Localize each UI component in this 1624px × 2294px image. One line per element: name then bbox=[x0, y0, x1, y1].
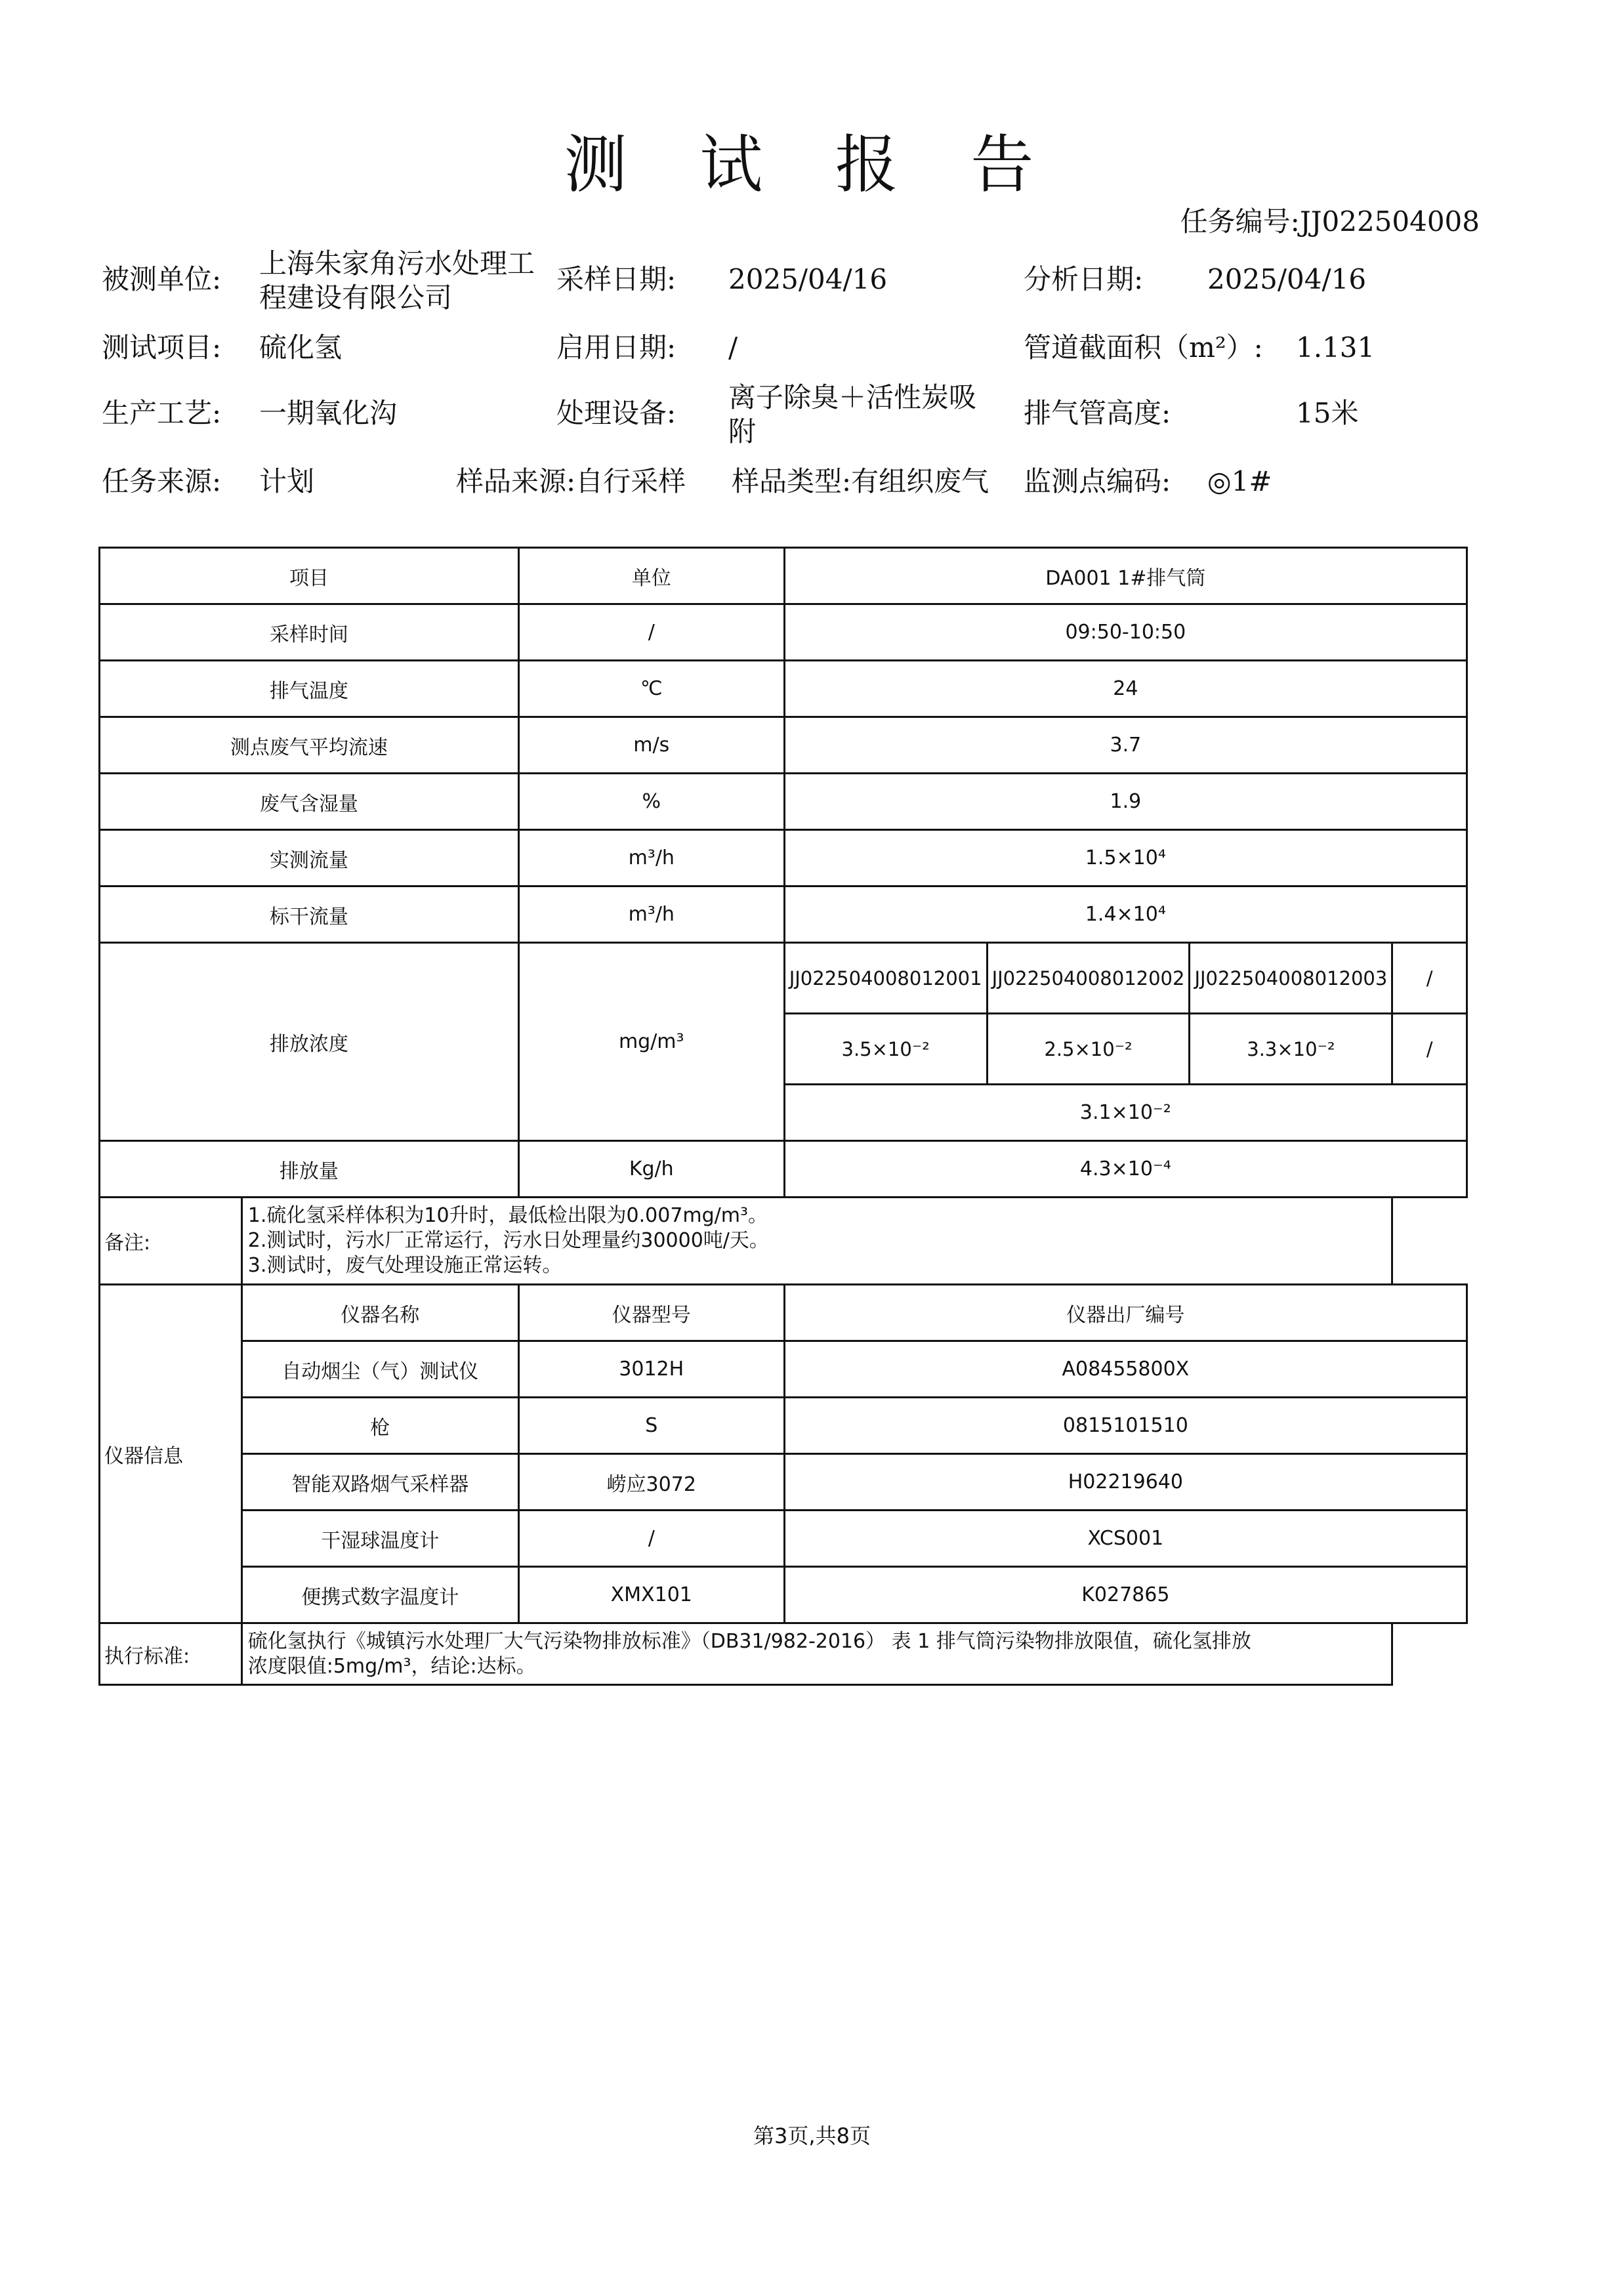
emission-rate-item: 排放量 bbox=[100, 1141, 519, 1198]
sample-id-3: JJ022504008012003 bbox=[1190, 943, 1392, 1014]
start-date-value: / bbox=[728, 331, 738, 364]
emission-rate-unit: Kg/h bbox=[518, 1141, 784, 1198]
standard-content bbox=[241, 1623, 1392, 1685]
instrument-label: 仪器信息 bbox=[100, 1285, 242, 1623]
table-row bbox=[100, 830, 1467, 886]
remarks-row bbox=[100, 1198, 1467, 1285]
row-value: 24 bbox=[784, 661, 1467, 717]
row-value: 09:50-10:50 bbox=[784, 604, 1467, 661]
instrument-header-row bbox=[100, 1285, 1467, 1341]
table-row bbox=[100, 1511, 1467, 1567]
sample-source: 样品来源:自行采样 bbox=[456, 465, 686, 497]
sample-value-1: 3.5×10⁻² bbox=[784, 1014, 987, 1085]
instrument-name: 干湿球温度计 bbox=[241, 1511, 518, 1567]
instrument-name: 便携式数字温度计 bbox=[241, 1567, 518, 1623]
emission-conc-item: 排放浓度 bbox=[100, 943, 519, 1141]
start-date-label: 启用日期: bbox=[556, 331, 677, 364]
emission-rate-row bbox=[100, 1141, 1467, 1198]
unit-label: 被测单位: bbox=[102, 263, 222, 295]
instrument-name-header: 仪器名称 bbox=[241, 1285, 518, 1341]
equipment-label: 处理设备: bbox=[556, 397, 677, 429]
table-row bbox=[100, 1567, 1467, 1623]
instrument-serial: XCS001 bbox=[784, 1511, 1467, 1567]
emission-conc-unit: mg/m³ bbox=[518, 943, 784, 1141]
monitor-code-label: 监测点编码: bbox=[1024, 465, 1171, 497]
row-unit: m/s bbox=[518, 717, 784, 774]
instrument-name: 枪 bbox=[241, 1398, 518, 1454]
monitor-code-value: ◎1# bbox=[1207, 465, 1272, 497]
remarks-content bbox=[241, 1198, 1392, 1285]
instrument-name: 智能双路烟气采样器 bbox=[241, 1454, 518, 1511]
emission-rate-value: 4.3×10⁻⁴ bbox=[784, 1141, 1467, 1198]
test-item-label: 测试项目: bbox=[102, 331, 222, 364]
analysis-date-label: 分析日期: bbox=[1024, 263, 1144, 295]
sample-value-3: 3.3×10⁻² bbox=[1190, 1014, 1392, 1085]
col-unit-header: 单位 bbox=[518, 548, 784, 604]
pipe-area-value: 1.131 bbox=[1296, 331, 1375, 364]
instrument-serial: H02219640 bbox=[784, 1454, 1467, 1511]
standard-row bbox=[100, 1623, 1467, 1685]
instrument-serial: K027865 bbox=[784, 1567, 1467, 1623]
remark-line: 1.硫化氢采样体积为10升时，最低检出限为0.007mg/m³。 bbox=[247, 1204, 768, 1227]
table-header-row bbox=[100, 548, 1467, 604]
instrument-model: / bbox=[518, 1511, 784, 1567]
unit-value-line2: 程建设有限公司 bbox=[259, 282, 453, 314]
standard-label: 执行标准: bbox=[100, 1623, 242, 1685]
instrument-serial: A08455800X bbox=[784, 1341, 1467, 1398]
row-item: 标干流量 bbox=[100, 886, 519, 943]
row-item: 实测流量 bbox=[100, 830, 519, 886]
table-row bbox=[100, 1454, 1467, 1511]
row-item: 测点废气平均流速 bbox=[100, 717, 519, 774]
instrument-serial-header: 仪器出厂编号 bbox=[784, 1285, 1467, 1341]
standard-line: 硫化氢执行《城镇污水处理厂大气污染物排放标准》（DB31/982-2016） 表 1 排气筒污染物排放限值，硫化氢排放 bbox=[247, 1629, 1251, 1653]
sample-id-2: JJ022504008012002 bbox=[987, 943, 1190, 1014]
pipe-area-label: 管道截面积（m²）: bbox=[1024, 331, 1263, 364]
row-value: 1.5×10⁴ bbox=[784, 830, 1467, 886]
equipment-value-line2: 附 bbox=[728, 415, 757, 448]
table-row bbox=[100, 661, 1467, 717]
remark-line: 3.测试时，废气处理设施正常运转。 bbox=[247, 1254, 562, 1277]
row-value: 1.4×10⁴ bbox=[784, 886, 1467, 943]
table-row bbox=[100, 1398, 1467, 1454]
stack-height-label: 排气管高度: bbox=[1024, 397, 1171, 429]
sample-type: 样品类型:有组织废气 bbox=[732, 465, 989, 497]
equipment-value-line1: 离子除臭＋活性炭吸 bbox=[728, 381, 977, 413]
remarks-label: 备注: bbox=[100, 1198, 242, 1285]
row-item: 采样时间 bbox=[100, 604, 519, 661]
row-value: 1.9 bbox=[784, 774, 1467, 830]
test-item-value: 硫化氢 bbox=[259, 331, 343, 364]
sample-id-1: JJ022504008012001 bbox=[784, 943, 987, 1014]
sample-value-2: 2.5×10⁻² bbox=[987, 1014, 1190, 1085]
standard-line: 浓度限值:5mg/m³，结论:达标。 bbox=[247, 1654, 536, 1678]
table-row bbox=[100, 774, 1467, 830]
row-value: 3.7 bbox=[784, 717, 1467, 774]
analysis-date-value: 2025/04/16 bbox=[1207, 263, 1367, 295]
instrument-model: 3012H bbox=[518, 1341, 784, 1398]
instrument-model: 崂应3072 bbox=[518, 1454, 784, 1511]
process-value: 一期氧化沟 bbox=[259, 397, 398, 429]
page-footer: 第3页,共8页 bbox=[753, 2123, 871, 2148]
table-row bbox=[100, 1341, 1467, 1398]
instrument-model: S bbox=[518, 1398, 784, 1454]
results-table bbox=[98, 547, 1468, 1686]
row-unit: m³/h bbox=[518, 830, 784, 886]
col-item-header: 项目 bbox=[100, 548, 519, 604]
row-item: 排气温度 bbox=[100, 661, 519, 717]
table-row bbox=[100, 604, 1467, 661]
sample-id-4: / bbox=[1392, 943, 1467, 1014]
sample-value-4: / bbox=[1392, 1014, 1467, 1085]
row-unit: / bbox=[518, 604, 784, 661]
table-row bbox=[100, 717, 1467, 774]
instrument-model-header: 仪器型号 bbox=[518, 1285, 784, 1341]
instrument-model: XMX101 bbox=[518, 1567, 784, 1623]
instrument-serial: 0815101510 bbox=[784, 1398, 1467, 1454]
task-number: 任务编号:JJ022504008 bbox=[1180, 205, 1480, 238]
row-unit: m³/h bbox=[518, 886, 784, 943]
task-source-label: 任务来源: bbox=[102, 465, 222, 497]
sample-date-label: 采样日期: bbox=[556, 263, 677, 295]
report-title: 测 试 报 告 bbox=[564, 128, 1060, 201]
emission-average: 3.1×10⁻² bbox=[784, 1085, 1467, 1141]
task-source-value: 计划 bbox=[259, 465, 315, 497]
process-label: 生产工艺: bbox=[102, 397, 222, 429]
col-point-header: DA001 1#排气筒 bbox=[784, 548, 1467, 604]
unit-value-line1: 上海朱家角污水处理工 bbox=[259, 247, 535, 280]
row-item: 废气含湿量 bbox=[100, 774, 519, 830]
sample-date-value: 2025/04/16 bbox=[728, 263, 888, 295]
row-unit: ℃ bbox=[518, 661, 784, 717]
table-row bbox=[100, 886, 1467, 943]
stack-height-value: 15米 bbox=[1296, 397, 1359, 429]
instrument-name: 自动烟尘（气）测试仪 bbox=[241, 1341, 518, 1398]
row-unit: % bbox=[518, 774, 784, 830]
remark-line: 2.测试时，污水厂正常运行，污水日处理量约30000吨/天。 bbox=[247, 1229, 769, 1252]
emission-sample-row bbox=[100, 943, 1467, 1014]
